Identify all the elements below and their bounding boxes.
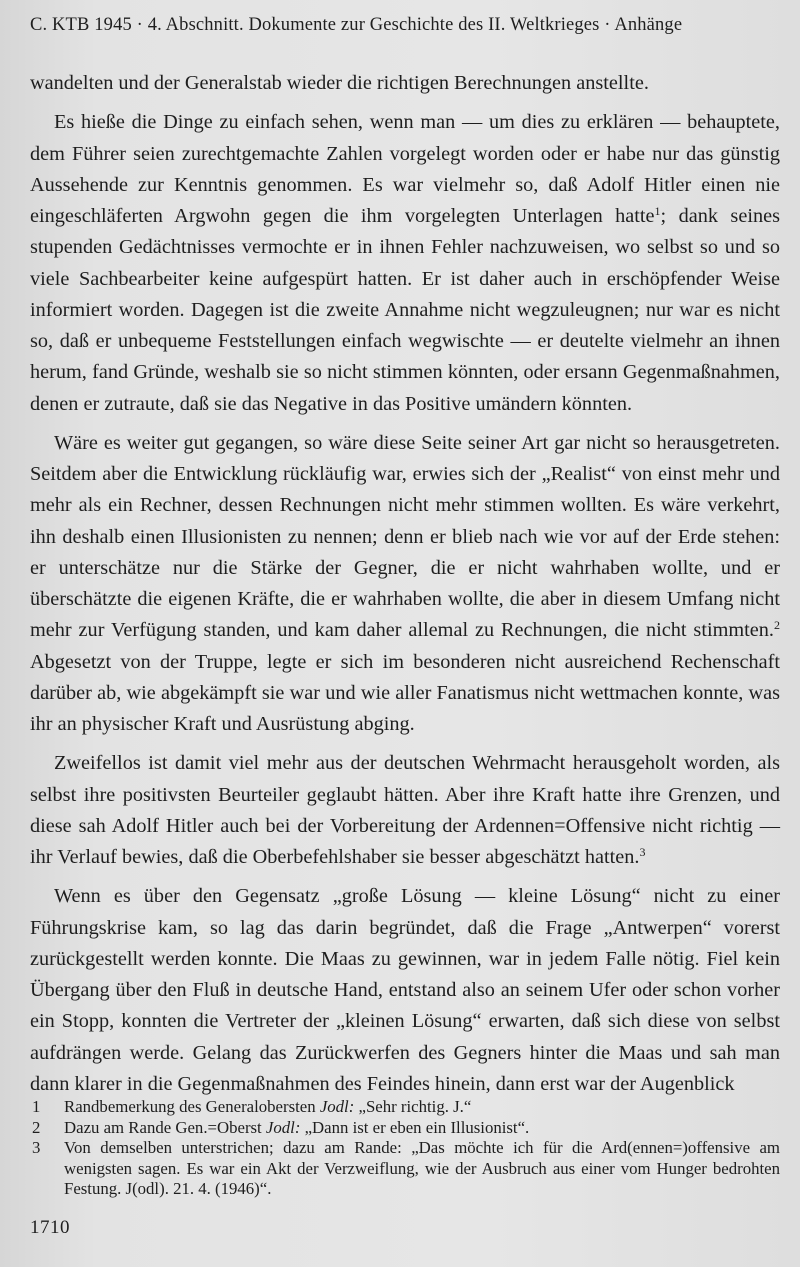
paragraph-5-text: Wenn es über den Gegensatz „große Lösung — kleine Lösung“ nicht zu einer Führungskrise kam, so lag das darin begründet, daß die Frage „Antwerpen“ vorerst zurückgestellt werden konnte. Die Maas zu gewinnen, war in jedem Falle nötig. Fiel kein Übergang über den Fluß in deutsche Hand, entstand also an seinem Ufer oder schon vorher ein Stopp, konnten die Vertreter der „kleinen Lösung“ erwarten, daß sich diese von selbst aufdrängen werde. Gelang das Zurückwerfen des Gegners hinter die Maas und sah man dann klarer in die Gegenmaßnahmen des Feindes hinein, dann erst war der Augenblick — [30, 885, 780, 1095]
body-text — [30, 68, 780, 1100]
footnote-text-a: Dazu am Rande Gen.=Oberst — [64, 1117, 266, 1137]
paragraph-1 — [30, 68, 780, 99]
footnote-text — [64, 1138, 780, 1200]
footnote-text-b: „Dann ist er eben ein Illusionist“. — [300, 1117, 530, 1137]
paragraph-3 — [30, 428, 780, 741]
footnote-ref-3[interactable]: 3 — [639, 845, 646, 859]
footnote-ref-1[interactable]: 1 — [654, 204, 661, 218]
page-number: 1710 — [30, 1217, 70, 1238]
paragraph-3-text-b: Abgesetzt von der Truppe, legte er sich im besonderen nicht ausreichend Rechenschaft darüber ab, wie abgekämpft sie war und wie aller Fanatismus nicht wettmachen konnte, was ihr an physischer Kraft und Ausrüstung abging. — [30, 650, 780, 735]
footnote-2 — [30, 1118, 780, 1139]
footnote-text-a: Von demselben unterstrichen; dazu am Rande: „Das möchte ich für die Ard(ennen=)offensive am wenigsten sagen. Es war ein Akt der Verzweiflung, wie der Ausbruch aus einer vom Hunger bedrohten Festung. J(odl). 21. 4. (1946)“. — [64, 1138, 780, 1198]
paragraph-4 — [30, 748, 780, 873]
paragraph-5 — [30, 881, 780, 1100]
paragraph-3-text-a: Wäre es weiter gut gegangen, so wäre diese Seite seiner Art gar nicht so herausgetreten. Seitdem aber die Entwicklung rückläufig war, erwies sich der „Realist“ von einst mehr und mehr als ein Rechner, dessen Rechnungen nicht mehr stimmen wollten. Es wäre verkehrt, ihn deshalb einen Illusionisten zu nennen; denn er blieb nach wie vor auf der Erde stehen: er unterschätze nur die Stärke der Gegner, die er nicht wahrhaben wollte, und er überschätzte die eigenen Kräfte, die er wahrhaben wollte, die aber in diesem Umfang nicht mehr zur Verfügung standen, und kam daher allemal zu Rechnungen, die nicht stimmten. — [30, 431, 780, 642]
paragraph-2 — [30, 107, 780, 420]
footnotes — [30, 1097, 780, 1200]
footnote-text-b: „Sehr richtig. J.“ — [354, 1097, 472, 1116]
paragraph-2-text-b: ; dank seines stupenden Gedächtnisses vermochte er in ihnen Fehler nachzuweisen, wo selbst so und so viele Sachbearbeiter keine aufgespürt hatten. Er ist daher auch in erschöpfender Weise informiert worden. Dagegen ist die zweite Annahme nicht wegzuleugnen; nur war es nicht so, daß er unbequeme Feststellungen einfach wegwischte — er deutelte vielmehr an ihnen herum, fand Gründe, weshalb sie so nicht stimmen könnten, oder ersann Gegenmaßnahmen, denen er zutraute, daß sie das Negative in das Positive umändern könnten. — [30, 205, 781, 415]
footnote-text-a: Randbemerkung des Generalobersten — [64, 1097, 320, 1116]
footnote-name: Jodl: — [319, 1097, 355, 1116]
footnote-3 — [30, 1138, 780, 1200]
footnote-1 — [30, 1097, 780, 1118]
paragraph-4-text-a: Zweifellos ist damit viel mehr aus der deutschen Wehrmacht herausgeholt worden, als selbst ihre positivsten Beurteiler geglaubt hätten. Aber ihre Kraft hatte ihre Grenzen, und diese sah Adolf Hitler auch bei der Vorbereitung der Ardennen=Offensive nicht richtig — ihr Verlauf bewies, daß die Oberbefehlshaber sie besser abgeschätzt hatten. — [30, 752, 780, 868]
running-header: C. KTB 1945 · 4. Abschnitt. Dokumente zur Geschichte des II. Weltkrieges · Anhänge — [30, 15, 683, 35]
footnote-text — [64, 1097, 780, 1118]
footnote-ref-2[interactable]: 2 — [774, 618, 780, 633]
paragraph-1-text: wandelten und der Generalstab wieder die richtigen Berechnungen anstellte. — [30, 72, 649, 94]
footnote-number: 1 — [32, 1097, 41, 1116]
footnote-number: 3 — [32, 1138, 41, 1157]
paragraph-2-text-a: Es hieße die Dinge zu einfach sehen, wenn man — um dies zu erklären — behauptete, dem Führer seien zurechtgemachte Zahlen vorgelegt worden oder er habe nur das günstig Aussehende zur Kenntnis genommen. Es war vielmehr so, daß Adolf Hitler einen nie eingeschläferten Argwohn gegen die ihm vorgelegten Unterlagen hatte — [30, 111, 780, 227]
footnote-text — [64, 1118, 780, 1139]
footnote-name: Jodl: — [265, 1117, 301, 1137]
footnote-number: 2 — [32, 1117, 41, 1137]
